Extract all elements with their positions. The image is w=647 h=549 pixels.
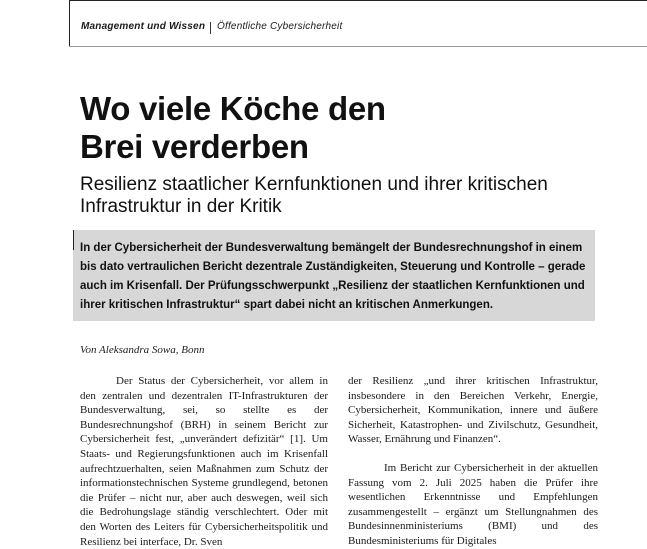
section-label: Management und Wissen — [81, 21, 206, 32]
body-column-left — [80, 374, 328, 549]
body-paragraph: Im Bericht zur Cybersicherheit in der aktuellen Fassung vom 2. Juli 2025 haben die Prüfer ihre wesentlichen Erkenntnisse und Empfehlungen zusammengestellt – ergänzt um Stellungnahmen des Bundesinnenministeriums (BMI) und des Bundesministeriums für Digitales — [348, 461, 598, 547]
header-top-rule — [69, 0, 647, 1]
byline: Von Aleksandra Sowa, Bonn — [80, 344, 205, 356]
header-separator — [210, 22, 211, 34]
header-bottom-rule — [69, 46, 647, 47]
body-column-right — [348, 374, 598, 549]
subtitle-line-1: Resilienz staatlicher Kernfunktionen und ihrer kritischen — [80, 174, 548, 195]
lead-paragraph: In der Cybersicherheit der Bundesverwaltung bemängelt der Bundesrechnungshof in einem bis dato vertraulichen Bericht dezentrale Zuständigkeiten, Steuerung und Kontrolle – gerade auch im Krisenfall. Der Prüfungsschwerpunkt „Resilienz der staatlichen Kernfunktionen und ihrer kritischen Infrastruktur“ spart dabei nicht an kritischen Anmerkungen. — [80, 242, 586, 311]
article-subtitle — [80, 174, 580, 218]
lead-marker — [73, 230, 74, 250]
header-left-rule — [69, 0, 70, 46]
title-line-1: Wo viele Köche den — [80, 90, 386, 127]
title-line-2: Brei verderben — [80, 128, 309, 165]
body-paragraph: der Resilienz „und ihrer kritischen Infrastruktur, insbesondere in den Bereichen Verkehr, Energie, Cybersicherheit, Kommunikation, innere und äußere Sicherheit, Katastrophen- und Zivilschutz, Gesundheit, Wasser, Ernährung und Finanzen“. — [348, 375, 598, 446]
article-title — [80, 90, 580, 166]
body-paragraph: Der Status der Cybersicherheit, vor allem in den zentralen und dezentralen IT-Infrastrukturen der Bundesverwaltung, sei, so stellte es der Bundesrechnungshof (BRH) in seinem Bericht zur Cybersicherheit fest, „unverändert defizitär“ [1]. Um Staats- und Regierungsfunktionen auch im Krisenfall aufrechtzuerhalten, seien Maßnahmen zum Schutz der informationstechnischen Systeme grundlegend, betonen die Prüfer – nicht nur, aber auch deswegen, weil sich die Bedrohungslage ständig verschlechtert. Oder mit den Worten des Leiters für Cybersicherheitspolitik und Resilienz bei interface, Dr. Sven — [80, 375, 328, 548]
subtitle-line-2: Infrastruktur in der Kritik — [80, 196, 282, 217]
topic-label: Öffentliche Cybersicherheit — [217, 21, 343, 32]
